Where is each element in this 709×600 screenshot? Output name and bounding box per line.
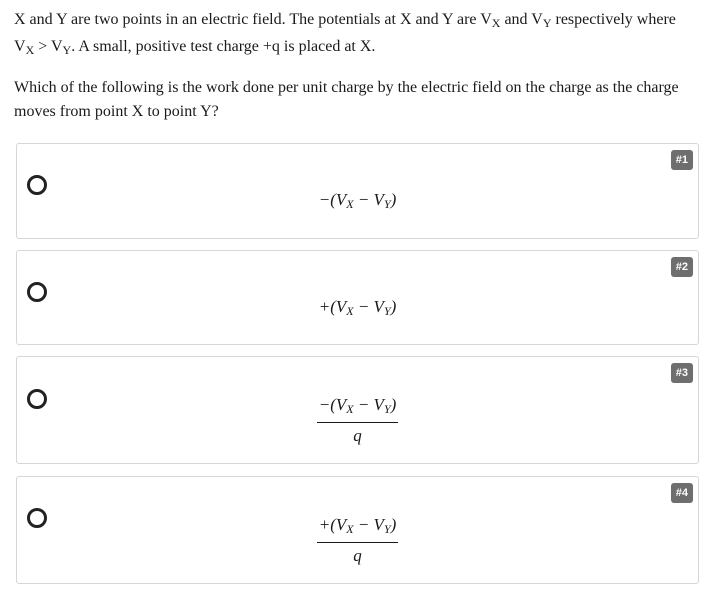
option-badge-3: #3 xyxy=(671,363,693,383)
fraction-denominator-3: q xyxy=(353,426,362,445)
option-badge-4: #4 xyxy=(671,483,693,503)
fraction-numerator-4: $+(V_X - V_Y)$ xyxy=(317,515,399,543)
prompt-line-2: moves from point X to point Y? xyxy=(14,103,219,120)
fraction-numerator-3: $-(V_X - V_Y)$ xyxy=(317,395,399,423)
option-badge-1: #1 xyxy=(671,150,693,170)
prompt-line-1: Which of the following is the work done per unit charge by the electric field on the charge as the charge xyxy=(14,79,679,96)
option-badge-2: #2 xyxy=(671,257,693,277)
answer-option-4[interactable] xyxy=(16,476,699,584)
fraction-denominator-4: q xyxy=(353,546,362,565)
option-expression-2: $+(V_X - V_Y)$ xyxy=(318,297,397,318)
question-line-1: X and Y are two points in an electric field. The potentials at X and Y are $V_X$ and $V_Y$ respectively where xyxy=(14,11,676,30)
question-line-2: $V_X > V_Y$. A small, positive test charge +q is placed at X. xyxy=(14,38,376,57)
question-prompt xyxy=(14,76,700,124)
option-expression-3 xyxy=(17,395,698,446)
answer-option-2[interactable] xyxy=(16,250,699,345)
option-expression-1: $-(V_X - V_Y)$ xyxy=(318,190,397,211)
question-text xyxy=(14,8,700,62)
answer-option-1[interactable] xyxy=(16,143,699,239)
answer-option-3[interactable] xyxy=(16,356,699,464)
option-expression-4 xyxy=(17,515,698,566)
